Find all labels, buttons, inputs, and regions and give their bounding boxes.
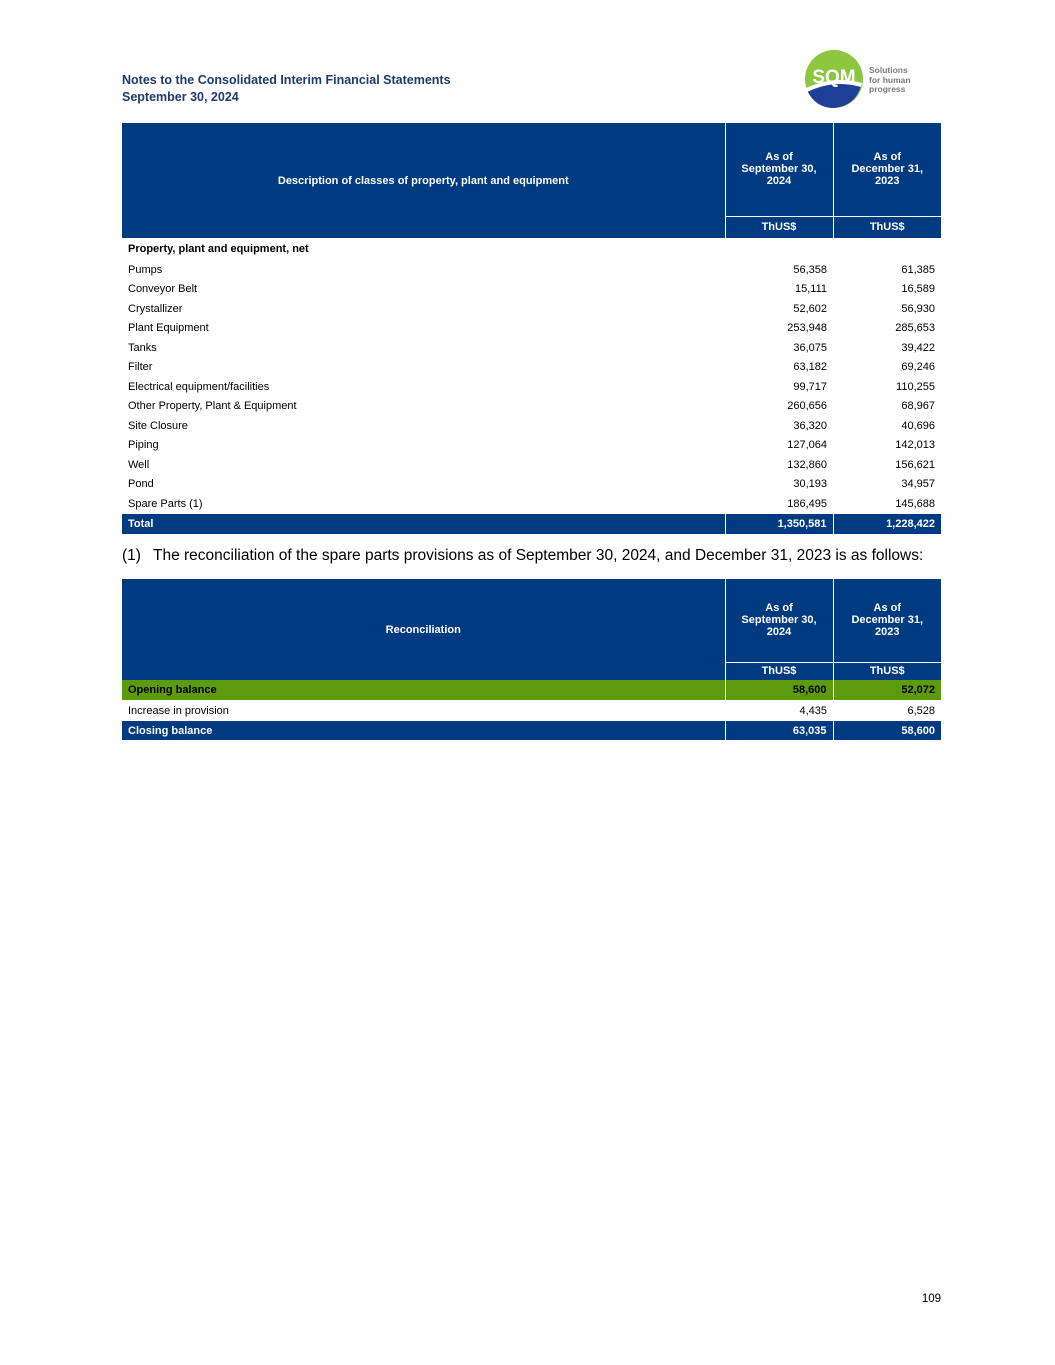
ppe-col-2023-header: As of December 31, 2023 (833, 123, 941, 216)
ppe-row-label: Tanks (128, 341, 157, 354)
recon-col-2023-header: As of December 31, 2023 (833, 579, 941, 662)
table-row (122, 475, 941, 495)
table-row (122, 397, 941, 417)
ppe-row-2024: 132,860 (787, 458, 827, 471)
table-row (122, 455, 941, 475)
note-text: The reconciliation of the spare parts provisions as of September 30, 2024, and December 31, 2023 is as follows: (153, 547, 924, 564)
ppe-row-2023: 142,013 (895, 439, 935, 452)
note-number: (1) (122, 547, 141, 564)
ppe-row-2023: 39,422 (901, 341, 935, 354)
ppe-col-2024-header: As of September 30, 2024 (725, 123, 833, 216)
ppe-row-label: Crystallizer (128, 302, 183, 315)
ppe-row-label: Pumps (128, 263, 163, 276)
ppe-row-2023: 69,246 (901, 361, 935, 374)
ppe-unit-2023: ThUS$ (833, 216, 941, 238)
table-row (122, 338, 941, 358)
table-row (122, 416, 941, 436)
ppe-row-2023: 40,696 (901, 419, 935, 432)
ppe-row-2024: 99,717 (793, 380, 827, 393)
ppe-section-label: Property, plant and equipment, net (128, 243, 309, 255)
closing-balance-2024: 63,035 (725, 721, 833, 740)
recon-unit-2023: ThUS$ (833, 662, 941, 680)
ppe-total-2024: 1,350,581 (725, 514, 833, 534)
ppe-row-2024: 56,358 (793, 263, 827, 276)
recon-opening-row (122, 680, 941, 700)
logo-mark-text: SQM (812, 67, 856, 88)
ppe-unit-2024: ThUS$ (725, 216, 833, 238)
table-row (122, 377, 941, 397)
ppe-row-2024: 52,602 (793, 302, 827, 315)
logo-tagline: Solutions for human progress (869, 65, 911, 94)
ppe-row-label: Piping (128, 439, 159, 452)
ppe-section-row (122, 238, 941, 260)
table-row (122, 436, 941, 456)
page-header (122, 72, 451, 106)
document-title: Notes to the Consolidated Interim Financial Statements (122, 73, 451, 87)
closing-balance-2023: 58,600 (833, 721, 941, 740)
ppe-row-label: Site Closure (128, 419, 188, 432)
ppe-row-2024: 36,320 (793, 419, 827, 432)
increase-provision-2024: 4,435 (799, 704, 827, 717)
page-number: 109 (921, 1293, 941, 1305)
ppe-total-2023: 1,228,422 (833, 514, 941, 534)
spare-parts-note (122, 547, 962, 565)
ppe-row-2023: 61,385 (901, 263, 935, 276)
increase-provision-2023: 6,528 (907, 704, 935, 717)
ppe-row-2024: 186,495 (787, 497, 827, 510)
ppe-row-label: Filter (128, 361, 153, 374)
ppe-row-2023: 34,957 (901, 478, 935, 491)
recon-desc-header: Reconciliation (122, 579, 725, 680)
ppe-row-label: Electrical equipment/facilities (128, 380, 270, 393)
ppe-row-2023: 145,688 (895, 497, 935, 510)
ppe-total-label: Total (122, 514, 725, 534)
recon-unit-2024: ThUS$ (725, 662, 833, 680)
opening-balance-2024: 58,600 (725, 680, 833, 700)
table-row (122, 299, 941, 319)
ppe-row-label: Spare Parts (1) (128, 497, 203, 510)
ppe-row-2023: 16,589 (901, 283, 935, 296)
ppe-row-2024: 15,111 (794, 283, 827, 296)
opening-balance-2023: 52,072 (833, 680, 941, 700)
ppe-header-row (122, 123, 941, 216)
table-row (122, 280, 941, 300)
ppe-body (122, 260, 941, 514)
table-row (122, 260, 941, 280)
ppe-desc-header: Description of classes of property, plant and equipment (122, 123, 725, 238)
ppe-row-2023: 156,621 (895, 458, 935, 471)
ppe-row-label: Well (128, 458, 150, 471)
ppe-row-2024: 63,182 (793, 361, 827, 374)
ppe-total-row (122, 514, 941, 534)
ppe-table (122, 123, 941, 534)
ppe-row-label: Pond (128, 478, 154, 491)
recon-increase-row (122, 700, 941, 721)
table-row (122, 358, 941, 378)
opening-balance-label: Opening balance (122, 680, 725, 700)
recon-col-2024-header: As of September 30, 2024 (725, 579, 833, 662)
ppe-row-2024: 253,948 (787, 322, 827, 335)
ppe-row-label: Conveyor Belt (128, 283, 198, 296)
table-row (122, 319, 941, 339)
ppe-row-2023: 56,930 (901, 302, 935, 315)
ppe-row-2023: 285,653 (895, 322, 935, 335)
ppe-row-2023: 110,255 (896, 380, 935, 393)
ppe-row-2024: 260,656 (787, 400, 827, 413)
recon-closing-row (122, 721, 941, 740)
ppe-row-label: Other Property, Plant & Equipment (128, 400, 297, 413)
ppe-row-label: Plant Equipment (128, 322, 209, 335)
table-row (122, 494, 941, 514)
sqm-logo-mark (803, 48, 865, 110)
recon-header-row (122, 579, 941, 662)
ppe-row-2023: 68,967 (901, 400, 935, 413)
document-date: September 30, 2024 (122, 90, 239, 104)
ppe-row-2024: 127,064 (787, 439, 827, 452)
sqm-logo (803, 48, 943, 110)
increase-provision-label: Increase in provision (128, 704, 229, 717)
reconciliation-table (122, 579, 941, 740)
ppe-row-2024: 30,193 (793, 478, 827, 491)
closing-balance-label: Closing balance (122, 721, 725, 740)
ppe-row-2024: 36,075 (793, 341, 827, 354)
